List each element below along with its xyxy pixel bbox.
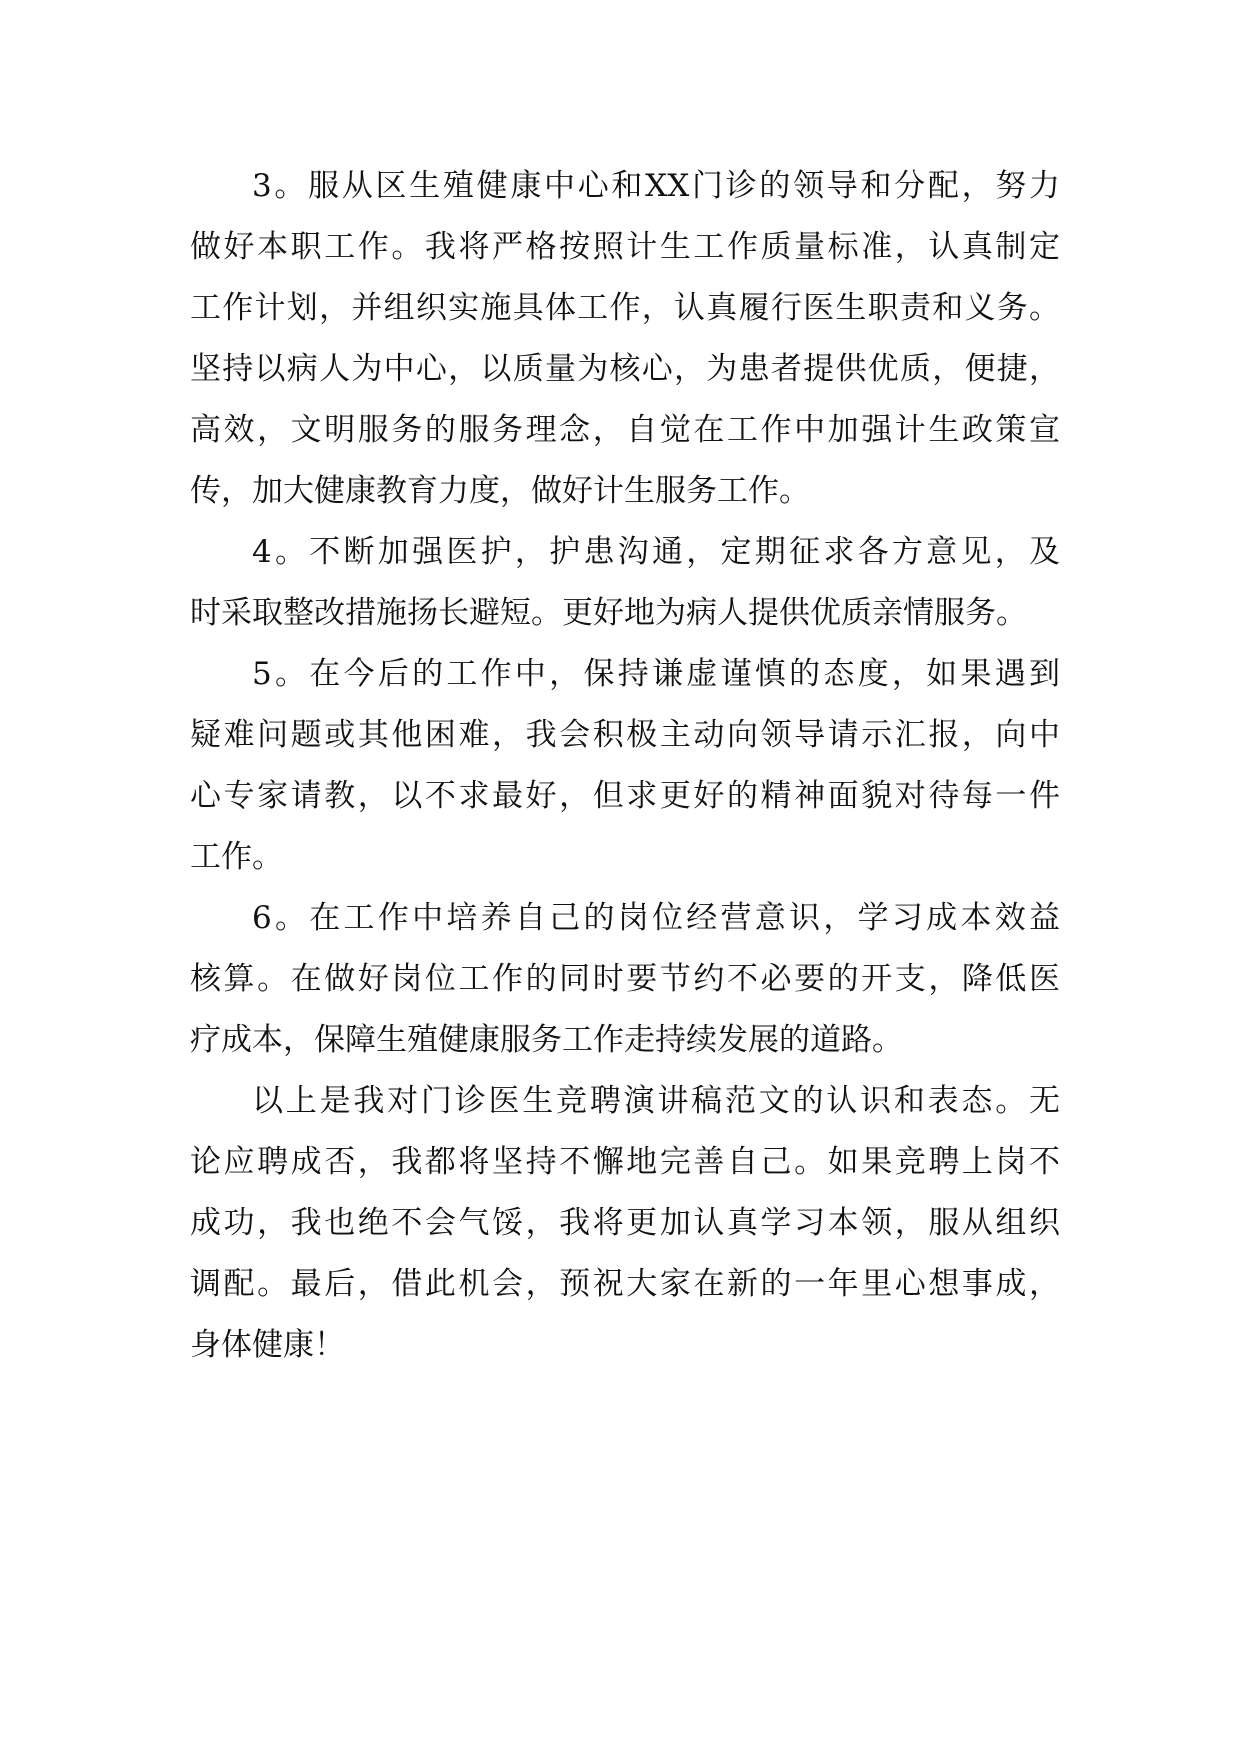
text-line: 高效，文明服务的服务理念，自觉在工作中加强计生政策宣 [190,412,1060,448]
text-line: 心专家请教，以不求最好，但求更好的精神面貌对待每一件 [190,778,1060,814]
text-line: 6。在工作中培养自己的岗位经营意识，学习成本效益 [252,900,1060,936]
paragraph-6 [190,888,1060,1071]
paragraph-closing [190,1071,1060,1376]
text-line: 坚持以病人为中心，以质量为核心，为患者提供优质，便捷， [190,351,1060,387]
text-line: 疑难问题或其他困难，我会积极主动向领导请示汇报，向中 [190,717,1060,753]
text-line: 时采取整改措施扬长避短。更好地为病人提供优质亲情服务。 [190,595,1027,631]
text-line: 核算。在做好岗位工作的同时要节约不必要的开支，降低医 [190,961,1060,997]
paragraph-3 [190,156,1060,522]
text-line: 5。在今后的工作中，保持谦虚谨慎的态度，如果遇到 [252,656,1060,692]
text-line: 4。不断加强医护，护患沟通，定期征求各方意见，及 [252,534,1060,570]
text-line: 以上是我对门诊医生竞聘演讲稿范文的认识和表态。无 [252,1083,1060,1119]
text-line: 3。服从区生殖健康中心和XX门诊的领导和分配，努力 [252,168,1060,204]
document-page [190,156,1060,1376]
text-line: 传，加大健康教育力度，做好计生服务工作。 [190,473,810,509]
paragraph-4 [190,522,1060,644]
text-line: 疗成本，保障生殖健康服务工作走持续发展的道路。 [190,1022,903,1058]
text-line: 论应聘成否，我都将坚持不懈地完善自己。如果竞聘上岗不 [190,1144,1060,1180]
text-line: 调配。最后，借此机会，预祝大家在新的一年里心想事成， [190,1266,1060,1302]
text-line: 做好本职工作。我将严格按照计生工作质量标准，认真制定 [190,229,1060,265]
paragraph-5 [190,644,1060,888]
text-line: 成功，我也绝不会气馁，我将更加认真学习本领，服从组织 [190,1205,1060,1241]
text-line: 身体健康！ [190,1327,345,1363]
text-line: 工作。 [190,839,283,875]
text-line: 工作计划，并组织实施具体工作，认真履行医生职责和义务。 [190,290,1060,326]
